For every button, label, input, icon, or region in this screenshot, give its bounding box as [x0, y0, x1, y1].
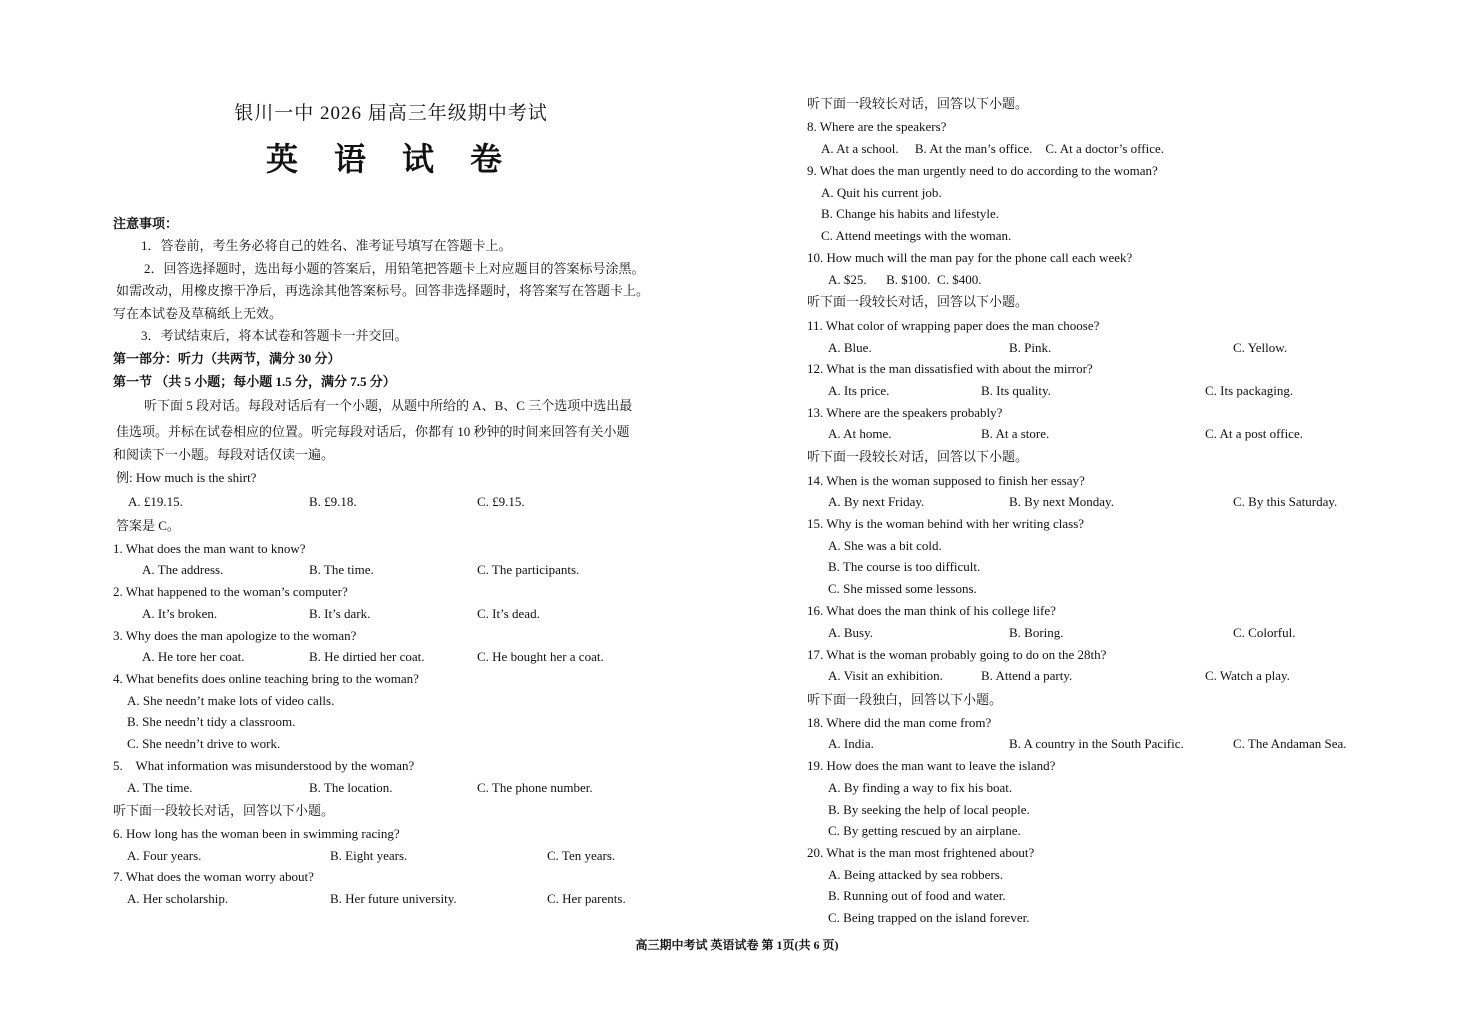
question-8: 8. Where are the speakers? [807, 119, 947, 134]
question-14: 14. When is the woman supposed to finish her essay? [807, 473, 1085, 488]
q17-option-c: C. Watch a play. [1205, 668, 1290, 683]
direction-long-dialogue-2: 听下面一段较长对话，回答以下小题。 [807, 96, 1029, 111]
q7-option-a: A. Her scholarship. [127, 891, 229, 906]
example-option-a: A. £19.15. [128, 494, 183, 509]
question-15: 15. Why is the woman behind with her writing class? [807, 516, 1085, 531]
q4-option-b: B. She needn’t tidy a classroom. [127, 714, 296, 729]
q20-option-a: A. Being attacked by sea robbers. [828, 867, 1004, 882]
question-17: 17. What is the woman probably going to do on the 28th? [807, 647, 1107, 662]
question-19: 19. How does the man want to leave the island? [807, 758, 1056, 773]
q5-option-a: A. The time. [127, 780, 193, 795]
q20-option-b: B. Running out of food and water. [828, 888, 1006, 903]
q6-option-b: B. Eight years. [330, 848, 408, 863]
question-4: 4. What benefits does online teaching bring to the woman? [113, 671, 419, 686]
q8-options: A. At a school. B. At the man’s office. C. At a doctor’s office. [821, 141, 1165, 156]
q14-option-b: B. By next Monday. [1009, 494, 1114, 509]
q16-option-b: B. Boring. [1009, 625, 1064, 640]
question-20: 20. What is the man most frightened about? [807, 845, 1035, 860]
q11-option-c: C. Yellow. [1233, 340, 1288, 355]
question-16: 16. What does the man think of his college life? [807, 603, 1056, 618]
example-answer: 答案是 C。 [116, 518, 180, 533]
q10-options: A. $25. B. $100. C. $400. [828, 272, 982, 287]
q7-option-b: B. Her future university. [330, 891, 457, 906]
q1-option-c: C. The participants. [477, 562, 580, 577]
q9-option-b: B. Change his habits and lifestyle. [821, 206, 1000, 221]
notice-item-2-line-2: 如需改动，用橡皮擦干净后，再选涂其他答案标号。回答非选择题时，将答案写在答题卡上。 [116, 283, 650, 298]
q16-option-c: C. Colorful. [1233, 625, 1296, 640]
notice-item-1: 1．答卷前，考生务必将自己的姓名、准考证号填写在答题卡上。 [141, 238, 512, 253]
direction-long-dialogue-1: 听下面一段较长对话，回答以下小题。 [113, 803, 335, 818]
direction-monologue: 听下面一段独白，回答以下小题。 [807, 692, 1003, 707]
q12-option-c: C. Its packaging. [1205, 383, 1294, 398]
question-6: 6. How long has the woman been in swimming racing? [113, 826, 400, 841]
part1-heading: 第一部分：听力（共两节，满分 30 分） [113, 351, 341, 366]
question-12: 12. What is the man dissatisfied with about the mirror? [807, 361, 1093, 376]
q13-option-b: B. At a store. [981, 426, 1050, 441]
q4-option-a: A. She needn’t make lots of video calls. [127, 693, 335, 708]
q15-option-b: B. The course is too difficult. [828, 559, 981, 574]
direction-long-dialogue-3: 听下面一段较长对话，回答以下小题。 [807, 294, 1029, 309]
notice-heading: 注意事项： [113, 216, 179, 231]
direction-long-dialogue-4: 听下面一段较长对话，回答以下小题。 [807, 449, 1029, 464]
example-option-c: C. £9.15. [477, 494, 525, 509]
section1-intro-line-3: 和阅读下一小题。每段对话仅读一遍。 [113, 447, 335, 462]
q11-option-a: A. Blue. [828, 340, 872, 355]
section1-intro-line-1: 听下面 5 段对话。每段对话后有一个小题，从题中所给的 A、B、C 三个选项中选出最 [144, 398, 633, 413]
q1-option-b: B. The time. [309, 562, 374, 577]
q6-option-a: A. Four years. [127, 848, 202, 863]
q1-option-a: A. The address. [142, 562, 224, 577]
question-7: 7. What does the woman worry about? [113, 869, 314, 884]
q16-option-a: A. Busy. [828, 625, 874, 640]
question-18: 18. Where did the man come from? [807, 715, 992, 730]
q3-option-b: B. He dirtied her coat. [309, 649, 425, 664]
q6-option-c: C. Ten years. [547, 848, 616, 863]
example-question: 例: How much is the shirt? [116, 470, 257, 485]
q9-option-c: C. Attend meetings with the woman. [821, 228, 1012, 243]
q14-option-a: A. By next Friday. [828, 494, 925, 509]
q12-option-a: A. Its price. [828, 383, 890, 398]
q18-option-c: C. The Andaman Sea. [1233, 736, 1347, 751]
q11-option-b: B. Pink. [1009, 340, 1052, 355]
q15-option-a: A. She was a bit cold. [828, 538, 942, 553]
q4-option-c: C. She needn’t drive to work. [127, 736, 281, 751]
notice-item-2-line-1: 2．回答选择题时，选出每小题的答案后，用铅笔把答题卡上对应题目的答案标号涂黑。 [144, 261, 645, 276]
q5-option-c: C. The phone number. [477, 780, 593, 795]
question-11: 11. What color of wrapping paper does the man choose? [807, 318, 1100, 333]
section1-heading: 第一节 （共 5 小题；每小题 1.5 分，满分 7.5 分） [113, 374, 396, 389]
example-option-b: B. £9.18. [309, 494, 357, 509]
q13-option-c: C. At a post office. [1205, 426, 1303, 441]
q3-option-c: C. He bought her a coat. [477, 649, 604, 664]
q2-option-b: B. It’s dark. [309, 606, 371, 621]
q18-option-a: A. India. [828, 736, 874, 751]
q19-option-b: B. By seeking the help of local people. [828, 802, 1030, 817]
question-1: 1. What does the man want to know? [113, 541, 306, 556]
question-9: 9. What does the man urgently need to do according to the woman? [807, 163, 1158, 178]
q2-option-a: A. It’s broken. [142, 606, 218, 621]
q20-option-c: C. Being trapped on the island forever. [828, 910, 1030, 925]
school-exam-title: 银川一中 2026 届高三年级期中考试 [234, 103, 548, 124]
q2-option-c: C. It’s dead. [477, 606, 540, 621]
q3-option-a: A. He tore her coat. [142, 649, 245, 664]
q19-option-c: C. By getting rescued by an airplane. [828, 823, 1021, 838]
q9-option-a: A. Quit his current job. [821, 185, 942, 200]
q15-option-c: C. She missed some lessons. [828, 581, 977, 596]
q17-option-a: A. Visit an exhibition. [828, 668, 943, 683]
question-5: 5. What information was misunderstood by the woman? [113, 758, 415, 773]
question-3: 3. Why does the man apologize to the woman? [113, 628, 357, 643]
q19-option-a: A. By finding a way to fix his boat. [828, 780, 1013, 795]
q18-option-b: B. A country in the South Pacific. [1009, 736, 1184, 751]
q17-option-b: B. Attend a party. [981, 668, 1073, 683]
question-13: 13. Where are the speakers probably? [807, 405, 1003, 420]
question-2: 2. What happened to the woman’s computer? [113, 584, 348, 599]
page-footer: 高三期中考试 英语试卷 第 1页(共 6 页) [635, 938, 839, 952]
notice-item-2-line-3: 写在本试卷及草稿纸上无效。 [113, 306, 283, 321]
section1-intro-line-2: 佳选项。并标在试卷相应的位置。听完每段对话后，你都有 10 秒钟的时间来回答有关小题 [116, 424, 630, 439]
q13-option-a: A. At home. [828, 426, 892, 441]
subject-title: 英 语 试 卷 [265, 141, 516, 177]
q7-option-c: C. Her parents. [547, 891, 626, 906]
q12-option-b: B. Its quality. [981, 383, 1051, 398]
notice-item-3: 3．考试结束后，将本试卷和答题卡一并交回。 [141, 328, 408, 343]
q14-option-c: C. By this Saturday. [1233, 494, 1338, 509]
question-10: 10. How much will the man pay for the phone call each week? [807, 250, 1133, 265]
q5-option-b: B. The location. [309, 780, 393, 795]
